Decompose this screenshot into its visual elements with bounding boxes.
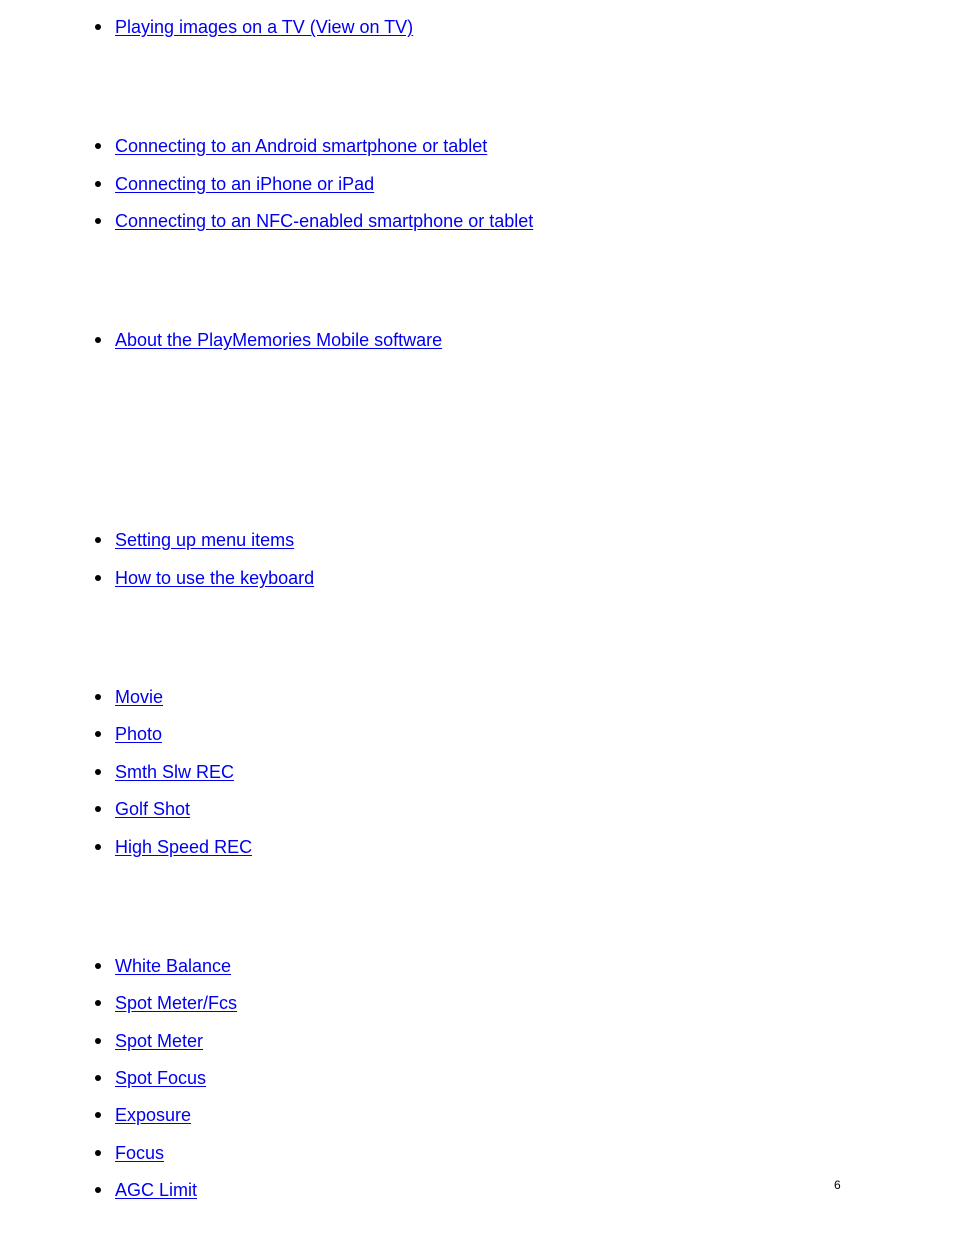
bullet-icon [95,1000,101,1006]
bullet-icon [95,1112,101,1118]
bullet-icon [95,537,101,543]
link-iphone-connect[interactable]: Connecting to an iPhone or iPad [115,174,375,194]
link-high-speed-rec[interactable]: High Speed REC [115,837,253,857]
page-number: 6 [834,1178,841,1192]
link-spot-meter-fcs[interactable]: Spot Meter/Fcs [115,993,238,1013]
link-photo[interactable]: Photo [115,724,163,744]
link-nfc-connect[interactable]: Connecting to an NFC-enabled smartphone or tablet [115,211,534,231]
bullet-icon [95,769,101,775]
link-golf-shot[interactable]: Golf Shot [115,799,191,819]
link-exposure[interactable]: Exposure [115,1105,192,1125]
link-white-balance[interactable]: White Balance [115,956,232,976]
bullet-icon [95,1150,101,1156]
link-spot-focus[interactable]: Spot Focus [115,1068,207,1088]
bullet-icon [95,181,101,187]
bullet-icon [95,337,101,343]
link-playmemories[interactable]: About the PlayMemories Mobile software [115,330,443,350]
bullet-icon [95,1038,101,1044]
link-keyboard[interactable]: How to use the keyboard [115,568,315,588]
link-android-connect[interactable]: Connecting to an Android smartphone or tablet [115,136,488,156]
bullet-icon [95,963,101,969]
link-view-on-tv[interactable]: Playing images on a TV (View on TV) [115,17,414,37]
link-setting-menu[interactable]: Setting up menu items [115,530,295,550]
bullet-icon [95,1075,101,1081]
bullet-icon [95,24,101,30]
link-movie[interactable]: Movie [115,687,164,707]
bullet-icon [95,731,101,737]
link-focus[interactable]: Focus [115,1143,165,1163]
bullet-icon [95,806,101,812]
bullet-icon [95,143,101,149]
link-agc-limit[interactable]: AGC Limit [115,1180,198,1200]
bullet-icon [95,844,101,850]
link-spot-meter[interactable]: Spot Meter [115,1031,204,1051]
bullet-icon [95,218,101,224]
bullet-icon [95,1187,101,1193]
bullet-icon [95,694,101,700]
link-smth-slw-rec[interactable]: Smth Slw REC [115,762,235,782]
bullet-icon [95,575,101,581]
